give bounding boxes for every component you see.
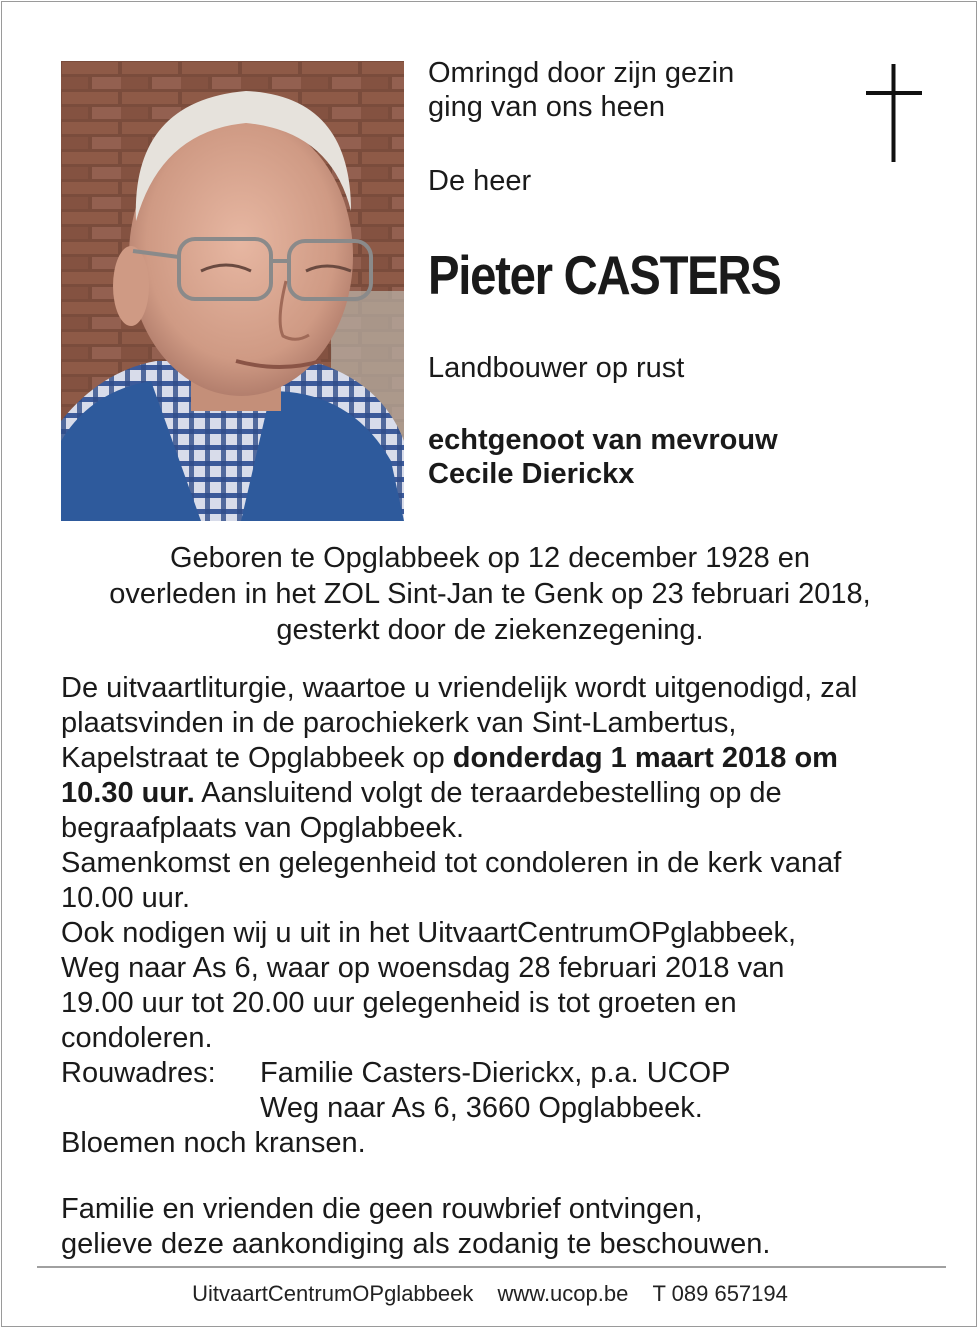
- funeral-date: donderdag 1 maart 2018 om: [452, 742, 838, 774]
- birth-death-info: [2, 540, 978, 648]
- condolence-line: Samenkomst en gelegenheid tot condoleren in de kerk vanaf: [61, 847, 842, 879]
- birth-death-line: gesterkt door de ziekenzegening.: [276, 614, 704, 646]
- address-label: Rouwadres:: [61, 1057, 216, 1089]
- footer: [2, 1280, 978, 1308]
- greeting-line: Weg naar As 6, waar op woensdag 28 februari 2018 van: [61, 952, 785, 984]
- notice-text: [61, 1192, 770, 1262]
- notice-line: Familie en vrienden die geen rouwbrief ontvingen,: [61, 1193, 703, 1225]
- intro-line: Omringd door zijn gezin: [428, 57, 735, 89]
- flowers-note: Bloemen noch kransen.: [61, 1127, 366, 1159]
- footer-website[interactable]: www.ucop.be: [497, 1281, 629, 1306]
- intro-line: ging van ons heen: [428, 91, 666, 123]
- address-line: Weg naar As 6, 3660 Opglabbeek.: [260, 1092, 703, 1124]
- footer-company: UitvaartCentrumOPglabbeek: [192, 1281, 474, 1306]
- deceased-name: Pieter CASTERS: [428, 244, 781, 306]
- funeral-line: plaatsvinden in de parochiekerk van Sint-Lambertus,: [61, 707, 737, 739]
- funeral-text: Kapelstraat te Opglabbeek op: [61, 742, 453, 774]
- spouse-line: Cecile Dierickx: [428, 458, 635, 490]
- address-label-spacer: [61, 1091, 260, 1126]
- occupation: Landbouwer op rust: [428, 352, 685, 384]
- address-row: [61, 1091, 941, 1126]
- funeral-line: begraafplaats van Opglabbeek.: [61, 812, 465, 844]
- address-row: [61, 1056, 941, 1091]
- birth-death-line: Geboren te Opglabbeek op 12 december 1928 en: [169, 542, 811, 574]
- funeral-line: [61, 776, 941, 811]
- footer-phone: T 089 657194: [652, 1281, 788, 1306]
- birth-death-line: overleden in het ZOL Sint-Jan te Genk op 23 februari 2018,: [109, 578, 871, 610]
- obituary-card: [1, 1, 977, 1327]
- portrait-photo: [61, 61, 404, 521]
- funeral-line: [61, 741, 941, 776]
- latin-cross-icon: [864, 64, 924, 162]
- condolence-line: 10.00 uur.: [61, 882, 190, 914]
- funeral-line: De uitvaartliturgie, waartoe u vriendelijk wordt uitgenodigd, zal: [61, 672, 858, 704]
- greeting-line: Ook nodigen wij u uit in het UitvaartCentrumOPglabbeek,: [61, 917, 797, 949]
- funeral-time: 10.30 uur.: [61, 777, 195, 809]
- salutation: De heer: [428, 165, 532, 197]
- funeral-text: Aansluitend volgt de teraardebestelling op de: [194, 777, 782, 809]
- greeting-line: 19.00 uur tot 20.00 uur gelegenheid is tot groeten en: [61, 987, 737, 1019]
- divider: [37, 1266, 946, 1268]
- spouse-line: echtgenoot van mevrouw: [428, 424, 778, 456]
- greeting-line: condoleren.: [61, 1022, 213, 1054]
- spouse-info: [428, 423, 778, 491]
- notice-line: gelieve deze aankondiging als zodanig te beschouwen.: [61, 1228, 771, 1260]
- intro-text: [428, 56, 734, 124]
- funeral-details: [61, 671, 941, 1161]
- address-line: Familie Casters-Dierickx, p.a. UCOP: [260, 1057, 731, 1089]
